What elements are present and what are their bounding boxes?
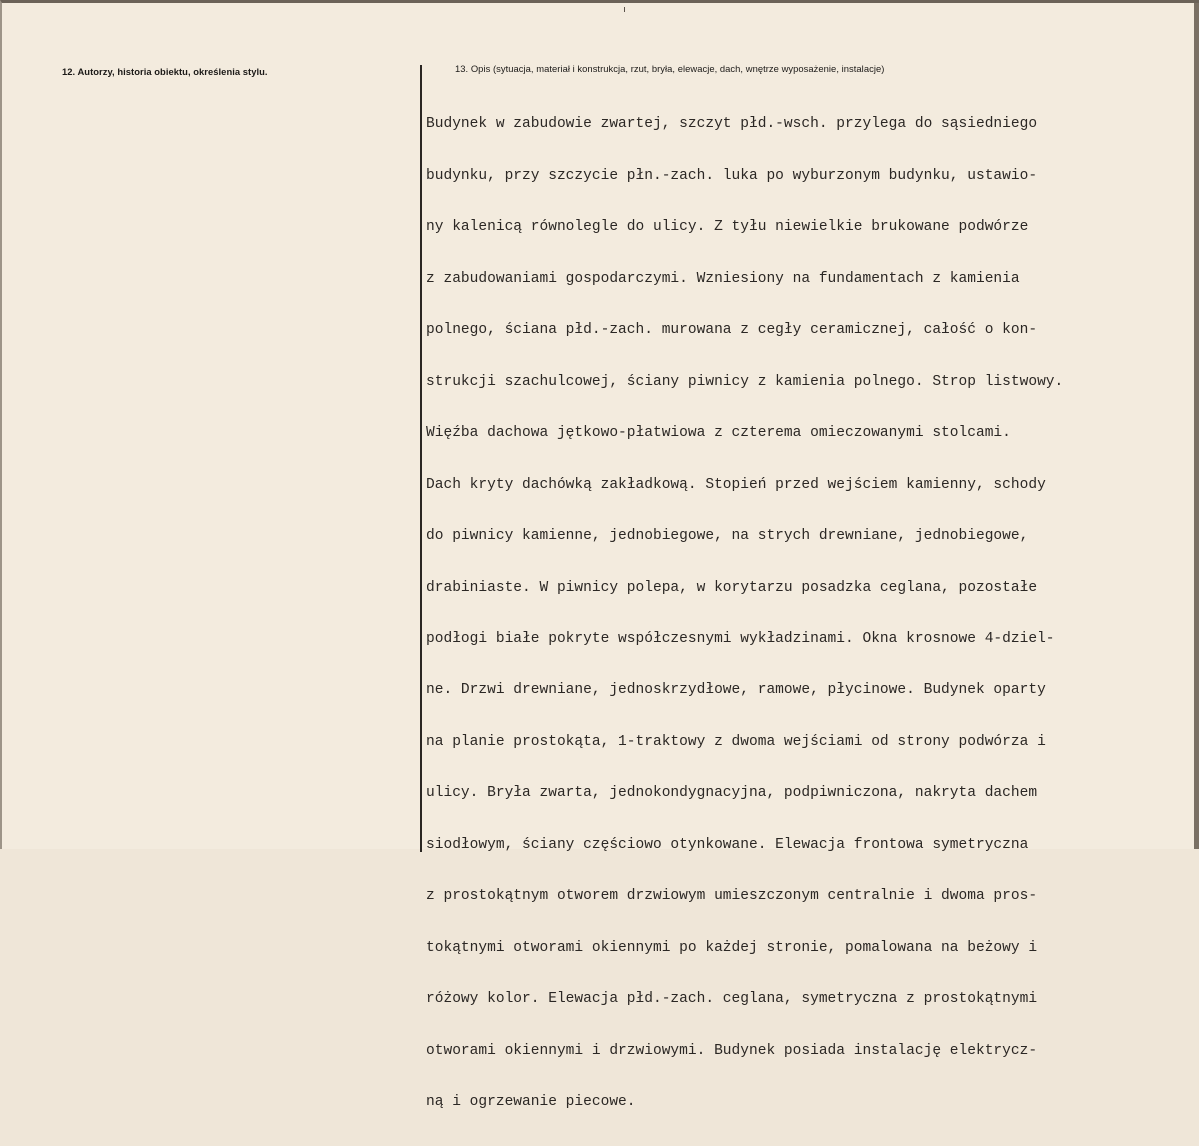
column-divider xyxy=(420,65,422,852)
text-line: strukcji szachulcowej, ściany piwnicy z kamienia polnego. Strop listwowy. xyxy=(426,373,1064,390)
text-line: z zabudowaniami gospodarczymi. Wzniesiony na fundamentach z kamienia xyxy=(426,270,1020,287)
text-line: ną i ogrzewanie piecowe. xyxy=(426,1094,636,1111)
text-line: na planie prostokąta, 1-traktowy z dwoma wejściami od strony podwórza i xyxy=(426,733,1046,750)
text-line: otworami okiennymi i drzwiowymi. Budynek posiada instalację elektrycz- xyxy=(426,1042,1038,1059)
text-line: budynku, przy szczycie płn.-zach. luka po wyburzonym budynku, ustawio- xyxy=(426,167,1038,184)
text-line: z prostokątnym otworem drzwiowym umieszczonym centralnie i dwoma pros- xyxy=(426,888,1038,905)
text-line: drabiniaste. W piwnicy polepa, w korytarzu posadzka ceglana, pozostałe xyxy=(426,579,1038,596)
text-line: Więźba dachowa jętkowo-płatwiowa z czterema omieczowanymi stolcami. xyxy=(426,425,1011,442)
text-line: ny kalenicą równolegle do ulicy. Z tyłu niewielkie brukowane podwórze xyxy=(426,219,1029,236)
text-line: podłogi białe pokryte współczesnymi wykładzinami. Okna krosnowe 4-dziel- xyxy=(426,631,1055,647)
text-line: ne. Drzwi drewniane, jednoskrzydłowe, ramowe, płycinowe. Budynek oparty xyxy=(426,682,1046,699)
description-text xyxy=(426,82,1191,1146)
section-12-header: 12. Autorzy, historia obiektu, określenia stylu. xyxy=(62,66,268,77)
text-line: siodłowym, ściany częściowo otynkowane. Elewacja frontowa symetryczna xyxy=(426,836,1029,853)
text-line: tokątnymi otworami okiennymi po każdej stronie, pomalowana na beżowy i xyxy=(426,939,1038,956)
text-line: polnego, ściana płd.-zach. murowana z cegły ceramicznej, całość o kon- xyxy=(426,322,1038,339)
fold-mark xyxy=(624,7,625,12)
text-line: różowy kolor. Elewacja płd.-zach. ceglana, symetryczna z prostokątnymi xyxy=(426,991,1038,1008)
text-line: Dach kryty dachówką zakładkową. Stopień przed wejściem kamienny, schody xyxy=(426,476,1046,493)
text-line: Budynek w zabudowie zwartej, szczyt płd.-wsch. przylega do sąsiedniego xyxy=(426,116,1038,133)
section-13-header: 13. Opis (sytuacja, materiał i konstrukcja, rzut, bryła, elewacje, dach, wnętrze wyposażenie, instalacje) xyxy=(455,63,885,74)
text-line: do piwnicy kamienne, jednobiegowe, na strych drewniane, jednobiegowe, xyxy=(426,528,1029,545)
text-line: ulicy. Bryła zwarta, jednokondygnacyjna, podpiwniczona, nakryta dachem xyxy=(426,785,1038,802)
